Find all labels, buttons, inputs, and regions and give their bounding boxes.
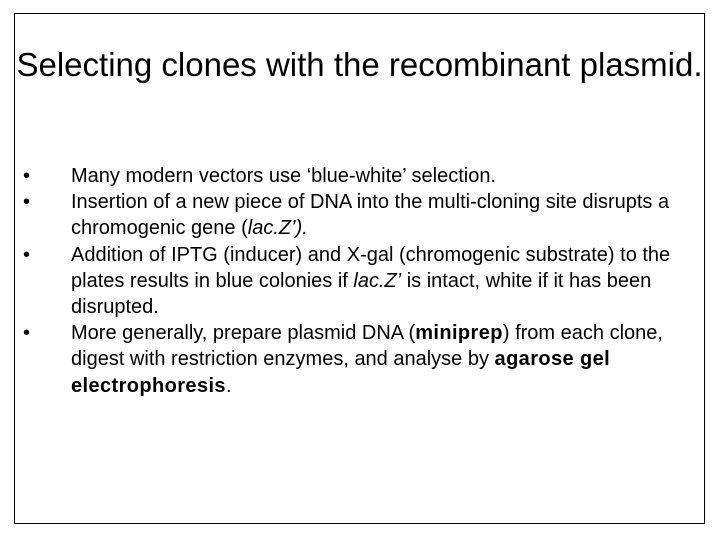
bullet-segment: is intact, white if it has been disrupted. xyxy=(71,269,652,319)
bullet-item xyxy=(20,189,690,241)
bullet-text xyxy=(71,163,690,189)
bold-term-miniprep: miniprep xyxy=(415,322,503,345)
bullet-text xyxy=(71,320,690,399)
bold-term-electrophoresis: agarose gel electrophoresis xyxy=(71,348,611,397)
bullet-segment: More generally, prepare plasmid DNA ( xyxy=(71,322,416,345)
bullet-text xyxy=(71,189,690,241)
bullet-list xyxy=(20,163,690,399)
bullet-item xyxy=(20,163,690,189)
gene-name-italic: lac.Z’ xyxy=(353,269,402,292)
bullet-segment: Addition of IPTG (inducer) and X-gal (chromogenic substrate) to the plates results in blue colonies if xyxy=(71,243,671,292)
bullet-dot: • xyxy=(23,322,31,345)
bullet-dot: • xyxy=(23,243,31,266)
gene-name-italic: lac.Z’). xyxy=(247,217,308,240)
bullet-segment: ) from each clone, digest with restriction enzymes, and analyse by xyxy=(71,322,663,371)
bullet-text xyxy=(71,242,690,321)
bullet-dot: • xyxy=(23,165,31,187)
bullet-segment: . xyxy=(225,374,232,397)
bullet-item xyxy=(20,320,690,399)
bullet-item xyxy=(20,242,690,321)
bullet-segment: Many modern vectors use ‘blue-white’ selection. xyxy=(71,165,497,187)
bullet-dot: • xyxy=(23,191,31,214)
slide-title: Selecting clones with the recombinant plasmid. xyxy=(16,46,703,83)
bullet-segment: Insertion of a new piece of DNA into the multi-cloning site disrupts a chromogenic gene ( xyxy=(71,191,670,240)
